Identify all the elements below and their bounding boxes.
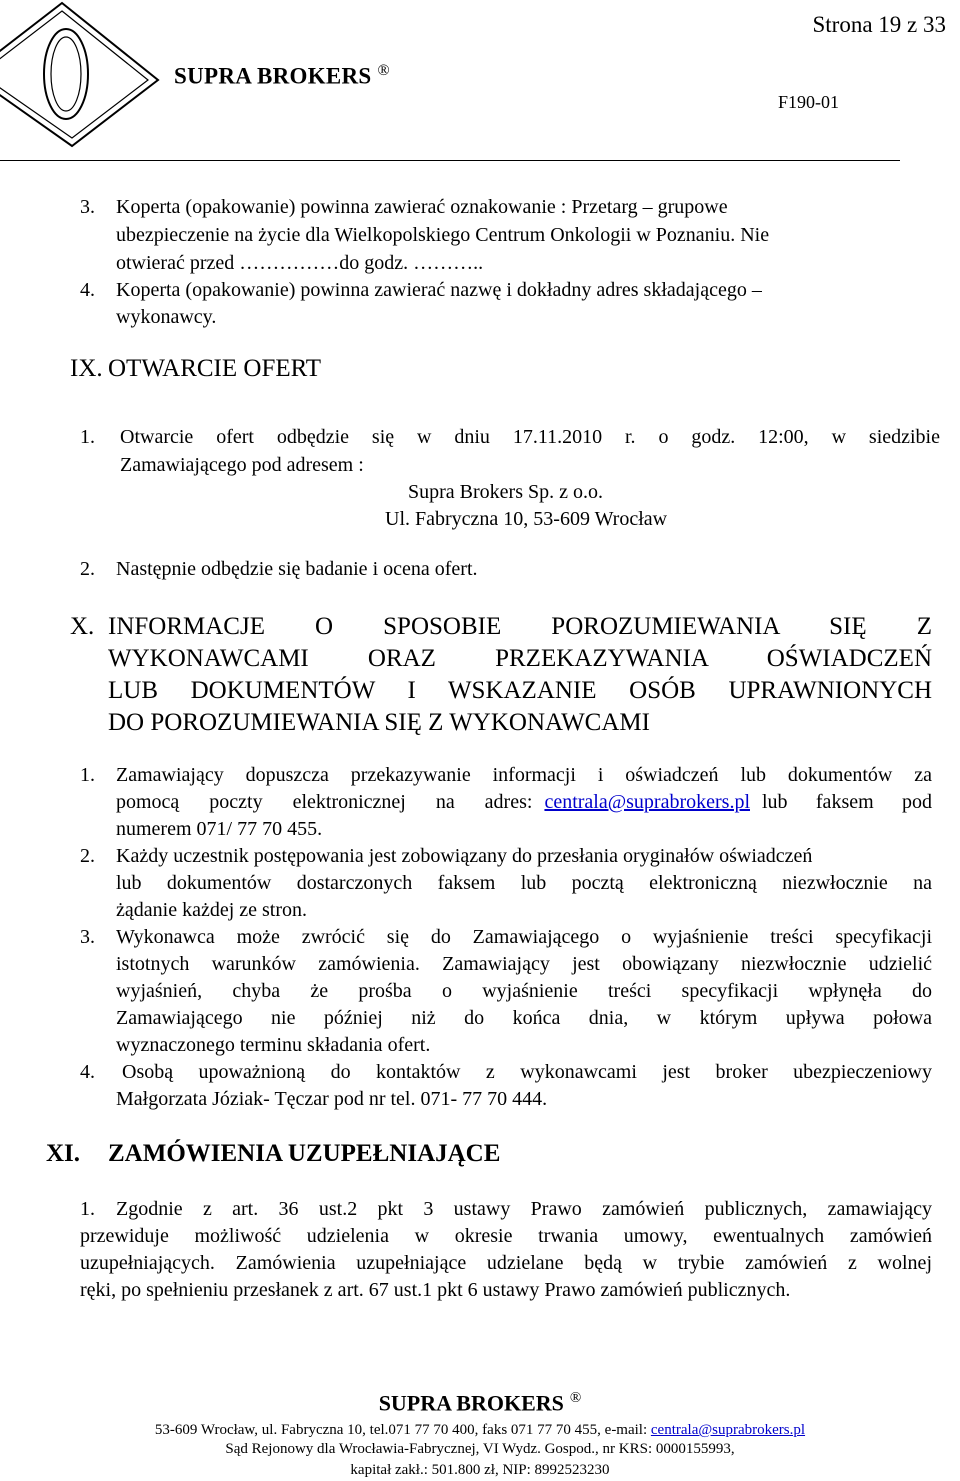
registered-mark-icon: ®: [377, 62, 390, 79]
list-item-line: istotnych warunków zamówienia. Zamawiający jest obowiązany niezwłocznie udzielić: [116, 953, 932, 975]
list-item-line: Zamawiającego nie później niż do końca dnia, w którym upływa połowa: [116, 1007, 932, 1029]
page-number: Strona 19 z 33: [812, 12, 946, 37]
section-title-line: LUB DOKUMENTÓW I WSKAZANIE OSÓB UPRAWNIONYCH: [108, 677, 932, 704]
list-item-line: uzupełniających. Zamówienia uzupełniające udzielane będą w trybie zamówień z wolnej: [80, 1252, 932, 1274]
section-title: OTWARCIE OFERT: [108, 355, 322, 382]
list-item-line: żądanie każdej ze stron.: [116, 899, 308, 921]
list-item-line: wykonawcy.: [116, 306, 217, 328]
list-item-line: Następnie odbędzie się badanie i ocena ofert.: [116, 558, 478, 580]
list-number: 4.: [80, 279, 95, 301]
list-item-line: Otwarcie ofert odbędzie się w dniu 17.11.2010 r. o godz. 12:00, w siedzibie: [120, 426, 940, 448]
list-item-line: Zamawiający dopuszcza przekazywanie informacji i oświadczeń lub dokumentów za: [116, 764, 932, 786]
header-divider: [0, 160, 900, 161]
list-item-line: ręki, po spełnieniu przesłanek z art. 67 ust.1 pkt 6 ustawy Prawo zamówień publicznych.: [80, 1279, 791, 1301]
list-item-line: Każdy uczestnik postępowania jest zobowiązany do przesłania oryginałów oświadczeń: [116, 845, 813, 867]
section-title-line: DO POROZUMIEWANIA SIĘ Z WYKONAWCAMI: [108, 709, 650, 736]
registered-mark-icon: ®: [569, 1390, 582, 1406]
text-segment: lub faksem pod: [762, 791, 932, 813]
list-number: 4.: [80, 1061, 95, 1083]
list-item-line: Osobą upoważnioną do kontaktów z wykonawcami jest broker ubezpieczeniowy: [122, 1061, 932, 1083]
address-line: Ul. Fabryczna 10, 53-609 Wrocław: [385, 508, 668, 530]
section-title-line: WYKONAWCAMI ORAZ PRZEKAZYWANIA OŚWIADCZEŃ: [108, 645, 932, 672]
list-number: 1.: [80, 426, 95, 448]
footer-capital: kapitał zakł.: 501.800 zł, NIP: 8992523230: [350, 1462, 610, 1478]
list-item-line: Koperta (opakowanie) powinna zawierać oznakowanie : Przetarg – grupowe: [116, 196, 728, 218]
list-item-line: ubezpieczenie na życie dla Wielkopolskiego Centrum Onkologii w Poznaniu. Nie: [116, 224, 770, 246]
list-item-line: Wykonawca może zwrócić się do Zamawiającego o wyjaśnienie treści specyfikacji: [116, 926, 932, 948]
list-item-line: [116, 789, 932, 816]
list-item-line: Małgorzata Józiak- Tęczar pod nr tel. 071- 77 70 444.: [116, 1088, 548, 1110]
footer-address-text: 53-609 Wrocław, ul. Fabryczna 10, tel.071 77 70 400, faks 071 77 70 455, e-mail:: [154, 1422, 648, 1438]
company-logo: [0, 0, 160, 148]
list-number: 3.: [80, 926, 95, 948]
text-segment: pomocą poczty elektronicznej na adres:: [116, 791, 533, 813]
brand-name: [174, 62, 390, 90]
list-item-line: Koperta (opakowanie) powinna zawierać nazwę i dokładny adres składającego –: [116, 279, 762, 301]
list-item-line: przewiduje możliwość udzielenia w okresie trwania umowy, ewentualnych zamówień: [80, 1225, 932, 1247]
list-item-line: otwierać przed ……………do godz. ………..: [116, 252, 484, 274]
list-number: 1.: [80, 764, 95, 786]
brand-text: SUPRA BROKERS: [174, 63, 372, 89]
address-line: Supra Brokers Sp. z o.o.: [408, 481, 603, 503]
list-item-line: numerem 071/ 77 70 455.: [116, 818, 323, 840]
list-item-line: wyznaczonego terminu składania ofert.: [116, 1034, 431, 1056]
footer-address: [0, 1421, 960, 1439]
list-number: 3.: [80, 196, 95, 218]
section-title-line: INFORMACJE O SPOSOBIE POROZUMIEWANIA SIĘ Z: [108, 613, 932, 640]
list-number: 1.: [80, 1198, 95, 1220]
list-item-line: Zamawiającego pod adresem :: [120, 454, 364, 476]
list-item-line: Zgodnie z art. 36 ust.2 pkt 3 ustawy Prawo zamówień publicznych, zamawiający: [116, 1198, 932, 1220]
section-title: ZAMÓWIENIA UZUPEŁNIAJĄCE: [108, 1140, 501, 1167]
footer-brand-text: SUPRA BROKERS: [378, 1390, 564, 1416]
list-item-line: lub dokumentów dostarczonych faksem lub pocztą elektroniczną niezwłocznie na: [116, 872, 932, 894]
section-number: X.: [70, 613, 95, 640]
section-number: IX.: [70, 355, 103, 382]
list-number: 2.: [80, 845, 95, 867]
form-code: F190-01: [778, 92, 840, 112]
list-number: 2.: [80, 558, 95, 580]
footer-email-link[interactable]: centrala@suprabrokers.pl: [650, 1422, 806, 1438]
footer-registry: Sąd Rejonowy dla Wrocławia-Fabrycznej, VI Wydz. Gospod., nr KRS: 0000155993,: [225, 1441, 735, 1457]
email-link[interactable]: centrala@suprabrokers.pl: [544, 791, 750, 813]
section-number: XI.: [46, 1140, 81, 1167]
list-item-line: wyjaśnień, chyba że prośba o wyjaśnienie treści specyfikacji wpłynęła do: [116, 980, 932, 1002]
footer-brand: [0, 1390, 960, 1416]
